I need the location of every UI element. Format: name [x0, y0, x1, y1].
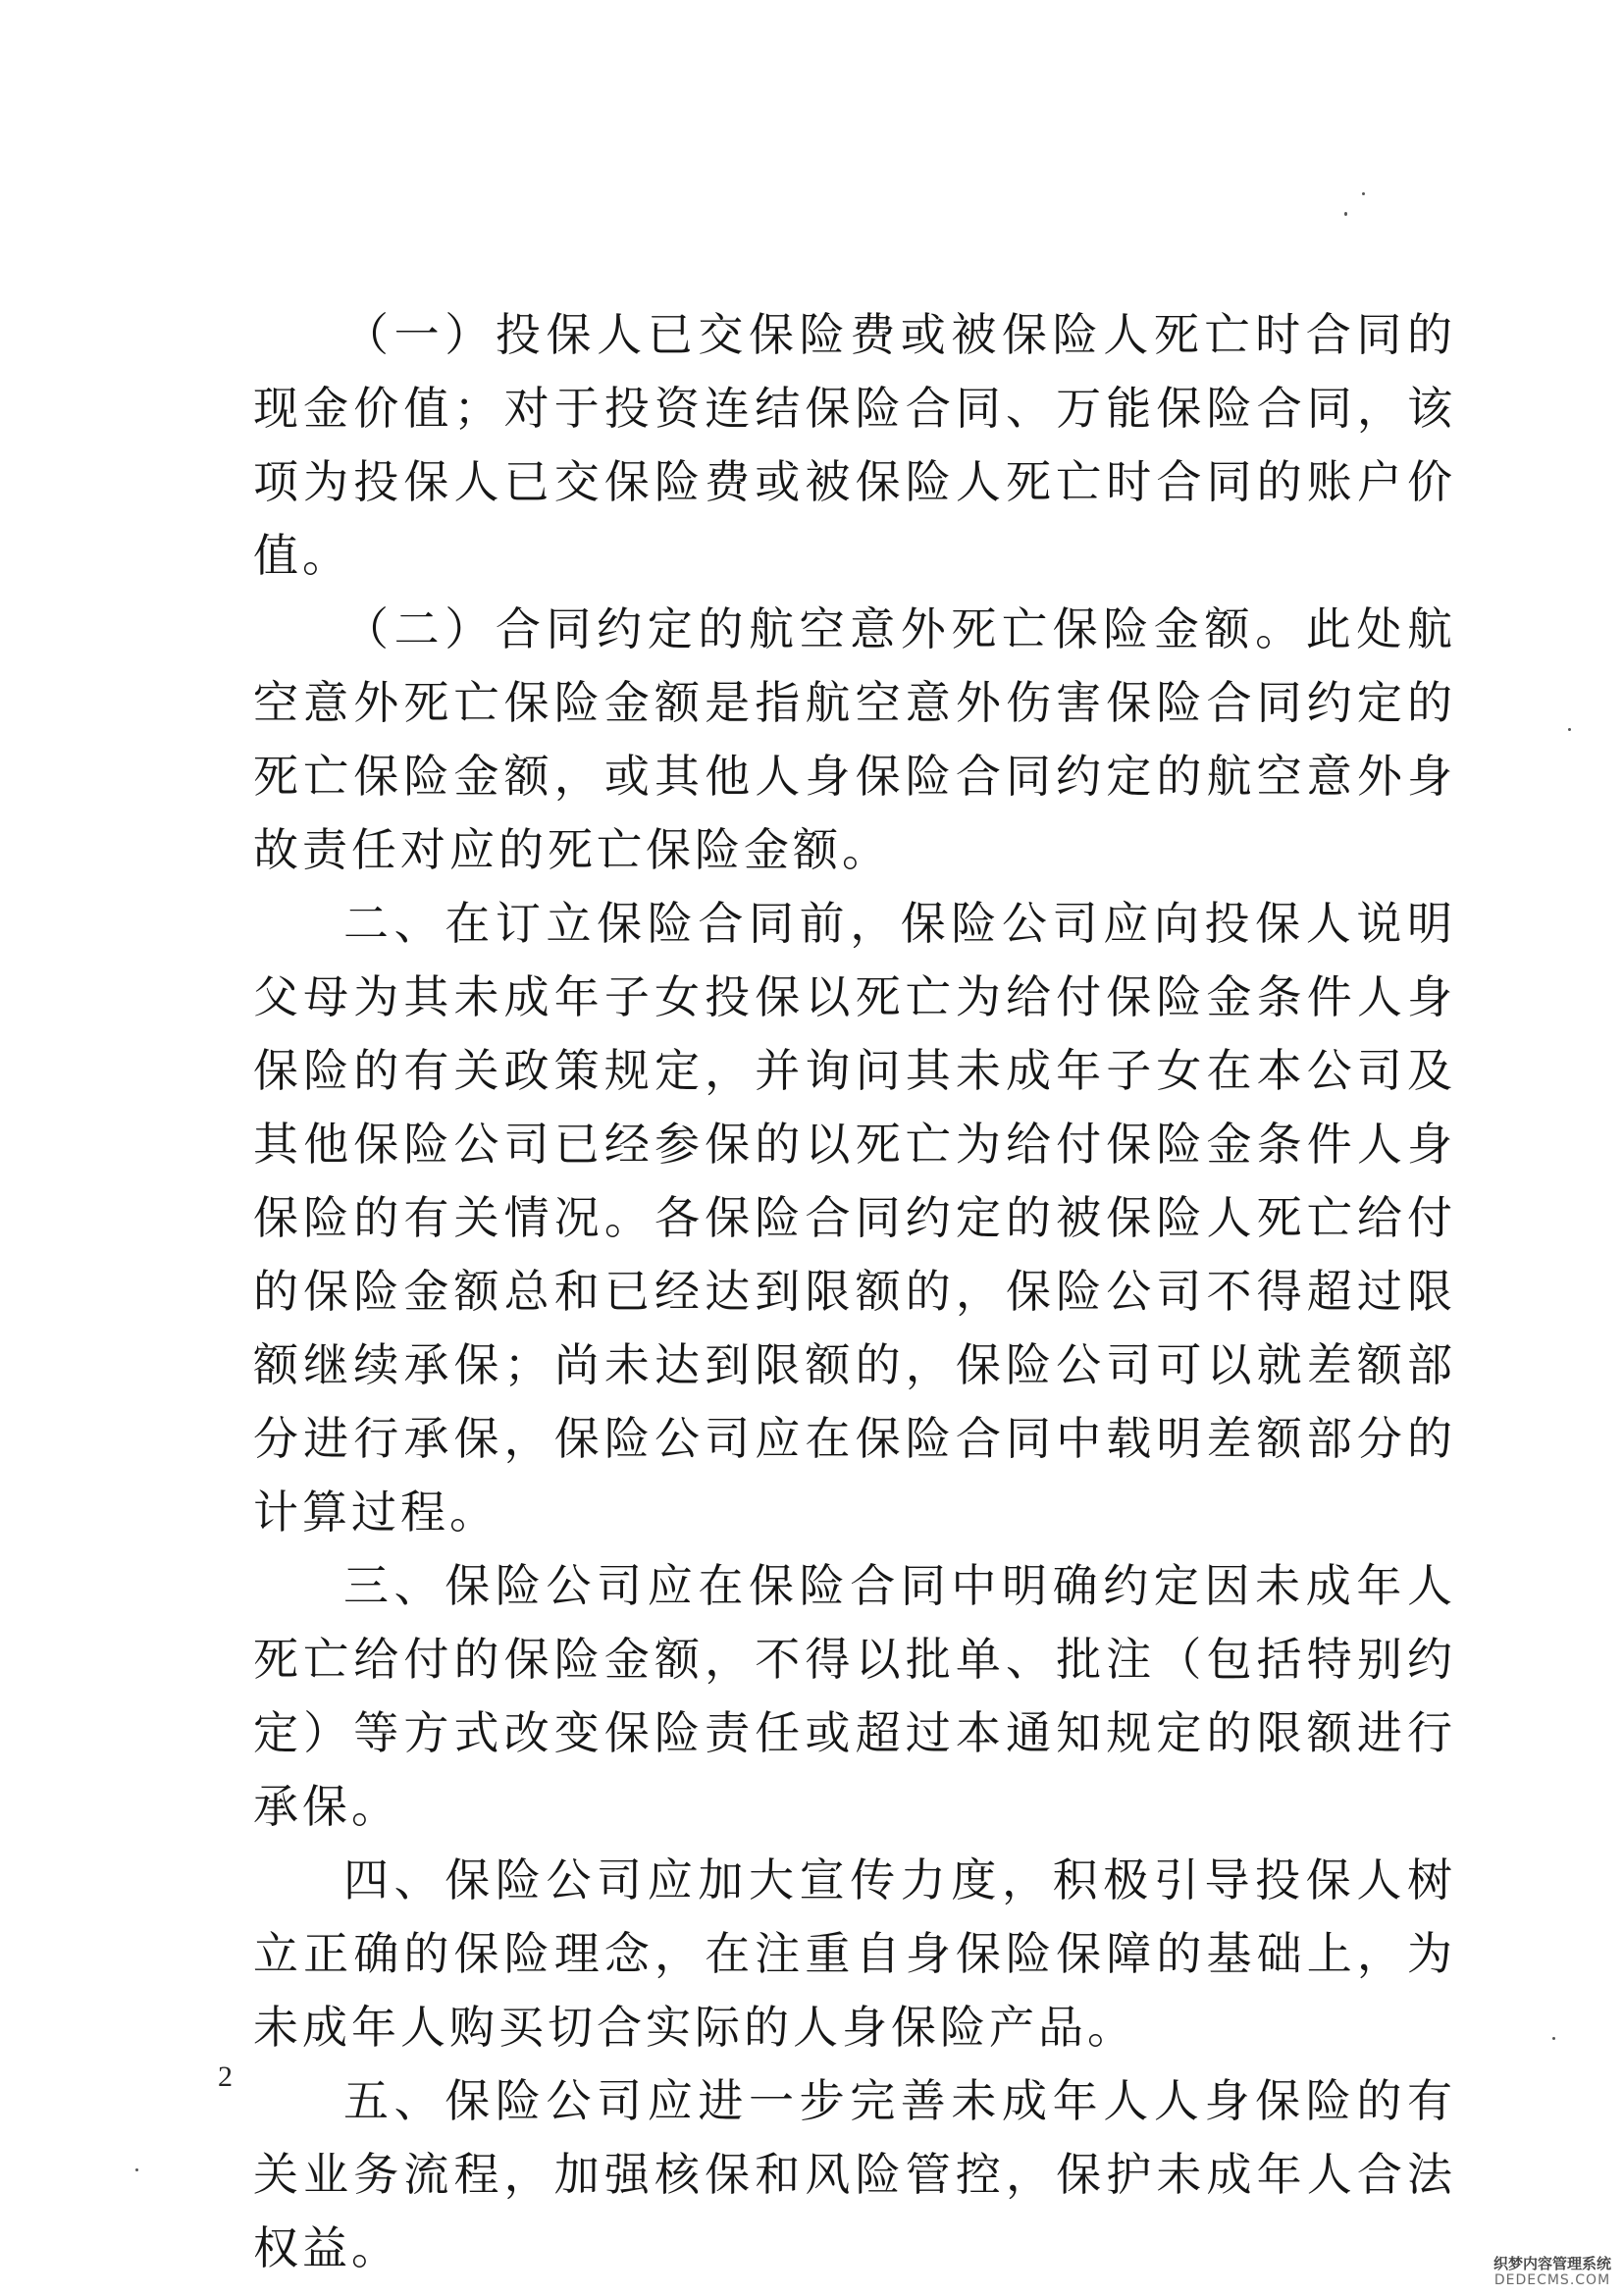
scan-speck	[1568, 728, 1571, 731]
scan-speck	[1344, 212, 1347, 216]
scan-speck	[1552, 2037, 1555, 2040]
site-watermark	[1493, 2255, 1611, 2288]
scan-speck	[135, 2168, 138, 2171]
paragraph-item-4: 四、保险公司应加大宣传力度，积极引导投保人树立正确的保险理念，在注重自身保险保障的基础上，为未成年人购买切合实际的人身保险产品。	[253, 1853, 1456, 2054]
paragraph-clause-2: （二）合同约定的航空意外死亡保险金额。此处航空意外死亡保险金额是指航空意外伤害保险合同约定的死亡保险金额，或其他人身保险合同约定的航空意外身故责任对应的死亡保险金额。	[253, 602, 1456, 876]
watermark-domain: DEDECMS.COM	[1493, 2272, 1611, 2288]
scan-speck	[1362, 192, 1365, 195]
document-body	[253, 298, 1456, 2285]
paragraph-item-3: 三、保险公司应在保险合同中明确约定因未成年人死亡给付的保险金额，不得以批单、批注（包括特别约定）等方式改变保险责任或超过本通知规定的限额进行承保。	[253, 1559, 1456, 1833]
page-number: 2	[218, 2061, 233, 2093]
watermark-title: 织梦内容管理系统	[1492, 2255, 1611, 2272]
paragraph-item-2: 二、在订立保险合同前，保险公司应向投保人说明父母为其未成年子女投保以死亡为给付保险金条件人身保险的有关政策规定，并询问其未成年子女在本公司及其他保险公司已经参保的以死亡为给付保险金条件人身保险的有关情况。各保险合同约定的被保险人死亡给付的保险金额总和已经达到限额的，保险公司不得超过限额继续承保；尚未达到限额的，保险公司可以就差额部分进行承保，保险公司应在保险合同中载明差额部分的计算过程。	[253, 897, 1456, 1539]
paragraph-item-5: 五、保险公司应进一步完善未成年人人身保险的有关业务流程，加强核保和风险管控，保护未成年人合法权益。	[253, 2074, 1456, 2274]
paragraph-clause-1: （一）投保人已交保险费或被保险人死亡时合同的现金价值；对于投资连结保险合同、万能保险合同，该项为投保人已交保险费或被保险人死亡时合同的账户价值。	[253, 308, 1456, 582]
